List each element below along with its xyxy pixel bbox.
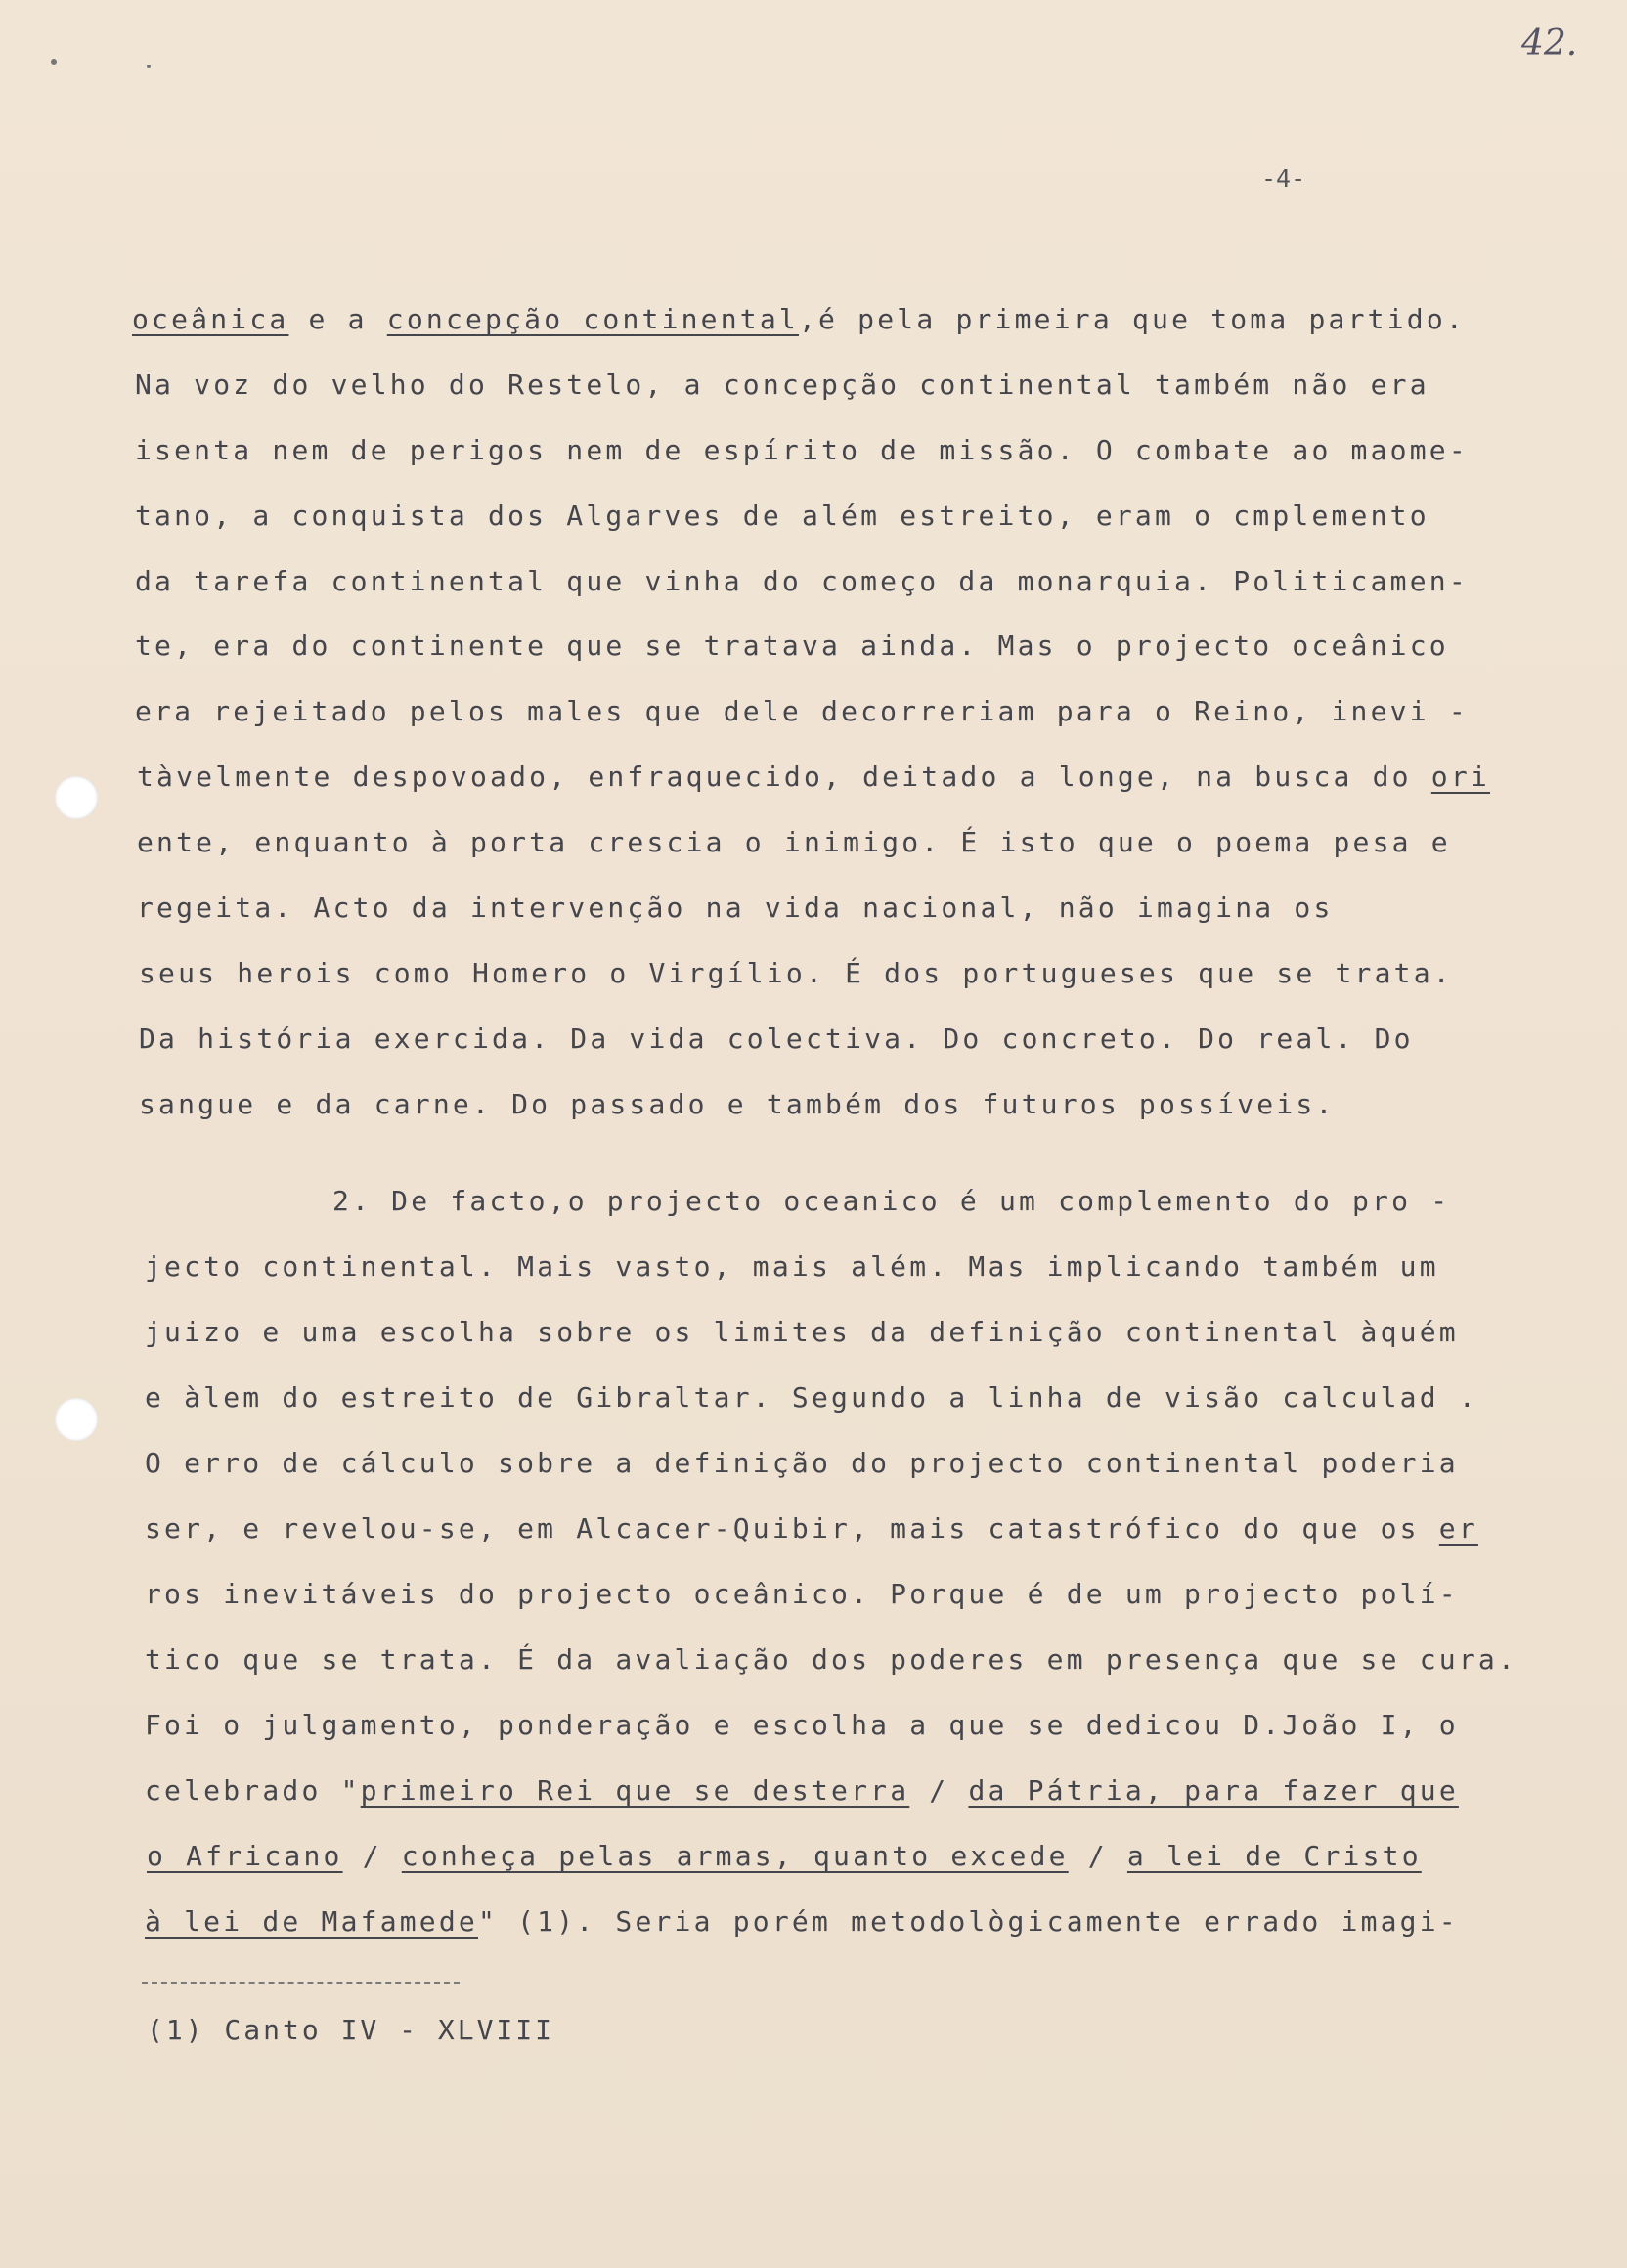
text-segment: te, era do continente que se tratava ainda. Mas o projecto oceânico xyxy=(135,630,1449,662)
text-line xyxy=(135,369,1429,401)
text-segment: da tarefa continental que vinha do começo da monarquia. Politicamen- xyxy=(135,565,1469,597)
underlined-text: à lei de Mafamede xyxy=(145,1905,478,1938)
text-segment: sangue e da carne. Do passado e também dos futuros possíveis. xyxy=(139,1088,1336,1120)
text-segment: jecto continental. Mais vasto, mais além. Mas implicando também um xyxy=(145,1250,1439,1283)
page-number: -4- xyxy=(1261,164,1306,193)
text-line xyxy=(139,957,1453,989)
ink-speck xyxy=(51,59,57,65)
text-segment: / xyxy=(909,1774,969,1807)
text-line xyxy=(135,695,1469,727)
text-line xyxy=(137,826,1451,858)
text-line xyxy=(137,761,1490,793)
text-line xyxy=(132,303,1466,335)
text-segment: Na voz do velho do Restelo, a concepção continental também não era xyxy=(135,369,1429,401)
text-segment: ser, e revelou-se, em Alcacer-Quibir, mais catastrófico do que os xyxy=(145,1512,1439,1545)
text-segment: juizo e uma escolha sobre os limites da definição continental àquém xyxy=(145,1316,1459,1348)
text-segment: " (1). Seria porém metodològicamente errado imagi- xyxy=(477,1905,1459,1938)
underlined-text: conheça pelas armas, quanto excede xyxy=(401,1840,1069,1872)
punch-hole-top xyxy=(55,776,98,819)
text-segment: tano, a conquista dos Algarves de além estreito, eram o cmplemento xyxy=(135,500,1429,532)
text-line xyxy=(135,565,1469,597)
text-segment: ,é pela primeira que toma partido. xyxy=(798,303,1466,335)
text-segment: Da história exercida. Da vida colectiva. Do concreto. Do real. Do xyxy=(139,1023,1414,1055)
text-line xyxy=(145,1447,1459,1479)
text-segment: tico que se trata. É da avaliação dos poderes em presença que se cura. xyxy=(145,1643,1518,1676)
underlined-text: a lei de Cristo xyxy=(1126,1840,1422,1872)
text-segment: ente, enquanto à porta crescia o inimigo. É isto que o poema pesa e xyxy=(137,826,1451,858)
text-segment: Foi o julgamento, ponderação e escolha a que se dedicou D.João I, o xyxy=(145,1709,1459,1741)
underlined-text: ori xyxy=(1430,761,1490,793)
footnote: (1) Canto IV - XLVIII xyxy=(147,2014,555,2046)
text-line xyxy=(145,1381,1478,1414)
ink-speck xyxy=(147,65,151,68)
text-line xyxy=(147,1840,1422,1872)
footnote-separator xyxy=(142,1982,460,1984)
text-line xyxy=(145,1905,1459,1938)
text-line xyxy=(135,500,1429,532)
underlined-text: primeiro Rei que se desterra xyxy=(360,1774,910,1807)
handwritten-folio-number: 42. xyxy=(1521,23,1578,64)
text-segment: era rejeitado pelos males que dele decorreriam para o Reino, inevi - xyxy=(135,695,1469,727)
text-line xyxy=(145,1643,1517,1676)
text-segment: tàvelmente despovoado, enfraquecido, deitado a longe, na busca do xyxy=(137,761,1431,793)
underlined-text: oceânica xyxy=(132,303,289,335)
punch-hole-bottom xyxy=(55,1398,98,1441)
text-line xyxy=(145,1512,1478,1545)
text-segment: regeita. Acto da intervenção na vida nacional, não imagina os xyxy=(137,892,1334,924)
text-line xyxy=(139,1088,1336,1120)
text-segment: ros inevitáveis do projecto oceânico. Porque é de um projecto polí- xyxy=(145,1578,1459,1610)
text-line xyxy=(145,1316,1459,1348)
underlined-text: er xyxy=(1438,1512,1478,1545)
text-line xyxy=(145,1709,1459,1741)
underlined-text: concepção continental xyxy=(386,303,799,335)
text-line xyxy=(135,434,1469,466)
text-segment: O erro de cálculo sobre a definição do projecto continental poderia xyxy=(145,1447,1459,1479)
text-line xyxy=(139,1023,1414,1055)
text-segment: seus herois como Homero o Virgílio. É dos portugueses que se trata. xyxy=(139,957,1453,989)
text-line xyxy=(137,892,1334,924)
text-line xyxy=(145,1578,1459,1610)
text-line xyxy=(145,1250,1439,1283)
text-segment: e àlem do estreito de Gibraltar. Segundo a linha de visão calculad . xyxy=(145,1381,1478,1414)
text-segment: / xyxy=(1068,1840,1127,1872)
text-segment: isenta nem de perigos nem de espírito de missão. O combate ao maome- xyxy=(135,434,1469,466)
text-line xyxy=(332,1185,1450,1217)
text-segment: 2. De facto,o projecto oceanico é um complemento do pro - xyxy=(332,1185,1451,1217)
text-segment: celebrado " xyxy=(145,1774,361,1807)
underlined-text: da Pátria, para fazer que xyxy=(968,1774,1459,1807)
text-segment: e a xyxy=(288,303,387,335)
text-segment: / xyxy=(342,1840,402,1872)
text-line xyxy=(135,630,1449,662)
text-line xyxy=(145,1774,1459,1807)
underlined-text: o Africano xyxy=(147,1840,343,1872)
